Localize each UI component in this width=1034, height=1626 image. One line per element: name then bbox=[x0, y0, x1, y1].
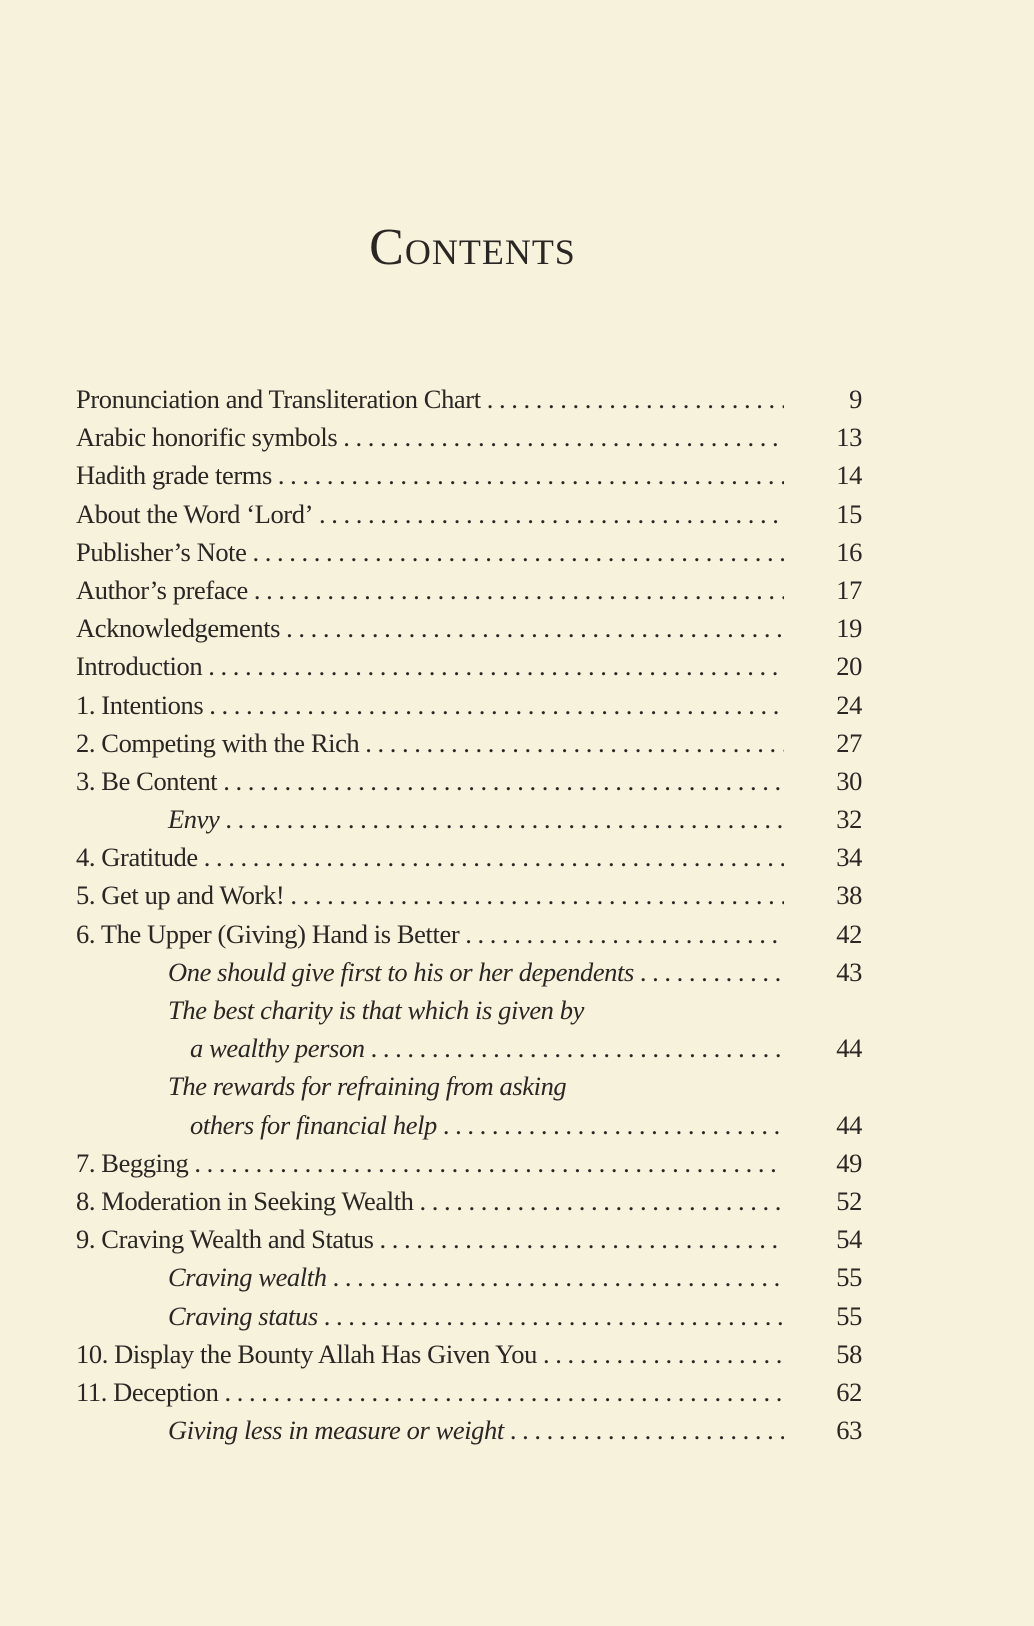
toc-entry-title: Pronunciation and Transliteration Chart bbox=[76, 384, 481, 414]
toc-entry bbox=[76, 838, 862, 876]
toc-entry-title: One should give first to his or her dependents bbox=[168, 956, 634, 987]
toc-entry-title: Craving wealth bbox=[168, 1262, 327, 1293]
toc-entry-page-number: 14 bbox=[836, 460, 862, 491]
dot-leader bbox=[414, 1182, 784, 1220]
dot-leader bbox=[374, 1220, 784, 1258]
toc-entry-page-number: 49 bbox=[836, 1147, 862, 1178]
toc-entry-title: The rewards for refraining from asking bbox=[168, 1071, 567, 1102]
dot-leader bbox=[318, 1297, 784, 1335]
toc-entry bbox=[76, 418, 862, 456]
toc-entry-title: 2. Competing with the Rich bbox=[76, 727, 360, 758]
toc-entry-page-number: 9 bbox=[849, 384, 862, 414]
toc-entry-title: Author’s preface bbox=[76, 574, 248, 605]
dot-leader bbox=[272, 456, 784, 494]
toc-entry-title: 6. The Upper (Giving) Hand is Better bbox=[76, 918, 460, 949]
toc-entry-title: Introduction bbox=[76, 651, 203, 682]
toc-entry bbox=[76, 609, 862, 647]
toc-entry-page-number: 20 bbox=[836, 651, 862, 682]
toc-entry bbox=[76, 991, 862, 1029]
toc-entry-title: others for financial help bbox=[190, 1109, 437, 1140]
toc-entry-title: Hadith grade terms bbox=[76, 460, 272, 491]
dot-leader bbox=[203, 686, 784, 724]
toc-entry-title: 9. Craving Wealth and Status bbox=[76, 1224, 374, 1255]
toc-entry-title: Arabic honorific symbols bbox=[76, 422, 338, 453]
toc-entry-title: Publisher’s Note bbox=[76, 536, 247, 567]
toc-entry-page-number: 32 bbox=[836, 804, 862, 835]
toc-entry-page-number: 44 bbox=[836, 1109, 862, 1140]
toc-entry bbox=[76, 380, 862, 418]
toc-entry bbox=[76, 1106, 862, 1144]
toc-entry-title: Giving less in measure or weight bbox=[168, 1415, 504, 1446]
toc-entry-page-number: 43 bbox=[836, 956, 862, 987]
toc-entry bbox=[76, 1220, 862, 1258]
toc-entry-title: a wealthy person bbox=[190, 1033, 365, 1064]
dot-leader bbox=[188, 1144, 784, 1182]
toc-entry bbox=[76, 533, 862, 571]
toc-entry-title: 1. Intentions bbox=[76, 689, 204, 720]
toc-entry bbox=[76, 647, 862, 685]
toc-entry bbox=[76, 953, 862, 991]
dot-leader bbox=[504, 1411, 784, 1449]
toc-entry-title: 4. Gratitude bbox=[76, 842, 198, 873]
toc-entry-title: Acknowledgements bbox=[76, 613, 281, 644]
toc-entry-page-number: 55 bbox=[836, 1262, 862, 1293]
toc-entry-page-number: 55 bbox=[836, 1300, 862, 1331]
dot-leader bbox=[217, 762, 784, 800]
toc-entry bbox=[76, 1411, 862, 1449]
toc-entry-page-number: 38 bbox=[836, 880, 862, 911]
toc-entry-title: 5. Get up and Work! bbox=[76, 880, 285, 911]
toc-entry bbox=[76, 876, 862, 914]
toc-entry bbox=[76, 1335, 862, 1373]
dot-leader bbox=[634, 953, 784, 991]
toc-entry-page-number: 54 bbox=[836, 1224, 862, 1255]
toc-entry-page-number: 44 bbox=[836, 1033, 862, 1064]
toc-entry-page-number: 19 bbox=[836, 613, 862, 644]
dot-leader bbox=[202, 647, 784, 685]
toc-entry-page-number: 24 bbox=[836, 689, 862, 720]
dot-leader bbox=[365, 1029, 784, 1067]
toc-entry bbox=[76, 762, 862, 800]
toc-entry-title: The best charity is that which is given by bbox=[168, 995, 584, 1025]
dot-leader bbox=[248, 571, 784, 609]
dot-leader bbox=[219, 800, 784, 838]
toc-entry-page-number: 27 bbox=[836, 727, 862, 758]
toc-entry-page-number: 15 bbox=[836, 498, 862, 529]
toc-entry-page-number: 34 bbox=[836, 842, 862, 873]
dot-leader bbox=[284, 876, 784, 914]
toc-entry-title: Craving status bbox=[168, 1300, 318, 1331]
toc-entry bbox=[76, 1297, 862, 1335]
dot-leader bbox=[481, 380, 784, 418]
page-title: Contents bbox=[369, 219, 576, 276]
dot-leader bbox=[437, 1106, 784, 1144]
toc-entry bbox=[76, 571, 862, 609]
toc-entry bbox=[76, 686, 862, 724]
dot-leader bbox=[537, 1335, 784, 1373]
toc-entry-page-number: 30 bbox=[836, 765, 862, 796]
toc-entry-title: 11. Deception bbox=[76, 1376, 219, 1407]
dot-leader bbox=[198, 838, 784, 876]
dot-leader bbox=[327, 1258, 784, 1296]
dot-leader bbox=[337, 418, 784, 456]
toc-entry bbox=[76, 800, 862, 838]
toc-entry-page-number: 62 bbox=[836, 1376, 862, 1407]
toc-entry-title: About the Word ‘Lord’ bbox=[76, 498, 313, 529]
toc-entry-page-number: 42 bbox=[836, 918, 862, 949]
toc-entry-title: 8. Moderation in Seeking Wealth bbox=[76, 1185, 414, 1216]
dot-leader bbox=[313, 495, 784, 533]
toc-entry bbox=[76, 1029, 862, 1067]
toc-entry bbox=[76, 1373, 862, 1411]
toc-entry bbox=[76, 1258, 862, 1296]
toc-entry bbox=[76, 495, 862, 533]
toc-entry bbox=[76, 1067, 862, 1105]
toc-entry-title: 10. Display the Bounty Allah Has Given You bbox=[76, 1338, 537, 1369]
toc-entry bbox=[76, 724, 862, 762]
toc-entry-page-number: 13 bbox=[836, 422, 862, 453]
toc-entry-page-number: 58 bbox=[836, 1338, 862, 1369]
dot-leader bbox=[218, 1373, 784, 1411]
toc-entry-page-number: 52 bbox=[836, 1185, 862, 1216]
toc-entry-title: 7. Begging bbox=[76, 1147, 189, 1178]
dot-leader bbox=[359, 724, 784, 762]
dot-leader bbox=[247, 533, 784, 571]
table-of-contents bbox=[76, 380, 862, 1449]
toc-entry-title: Envy bbox=[168, 804, 220, 835]
toc-entry-title: 3. Be Content bbox=[76, 765, 218, 796]
toc-entry bbox=[76, 1182, 862, 1220]
dot-leader bbox=[459, 915, 784, 953]
toc-entry-page-number: 63 bbox=[836, 1415, 862, 1446]
dot-leader bbox=[280, 609, 784, 647]
toc-entry bbox=[76, 456, 862, 494]
toc-entry bbox=[76, 1144, 862, 1182]
toc-entry bbox=[76, 915, 862, 953]
toc-entry-page-number: 16 bbox=[836, 536, 862, 567]
toc-entry-page-number: 17 bbox=[836, 574, 862, 605]
